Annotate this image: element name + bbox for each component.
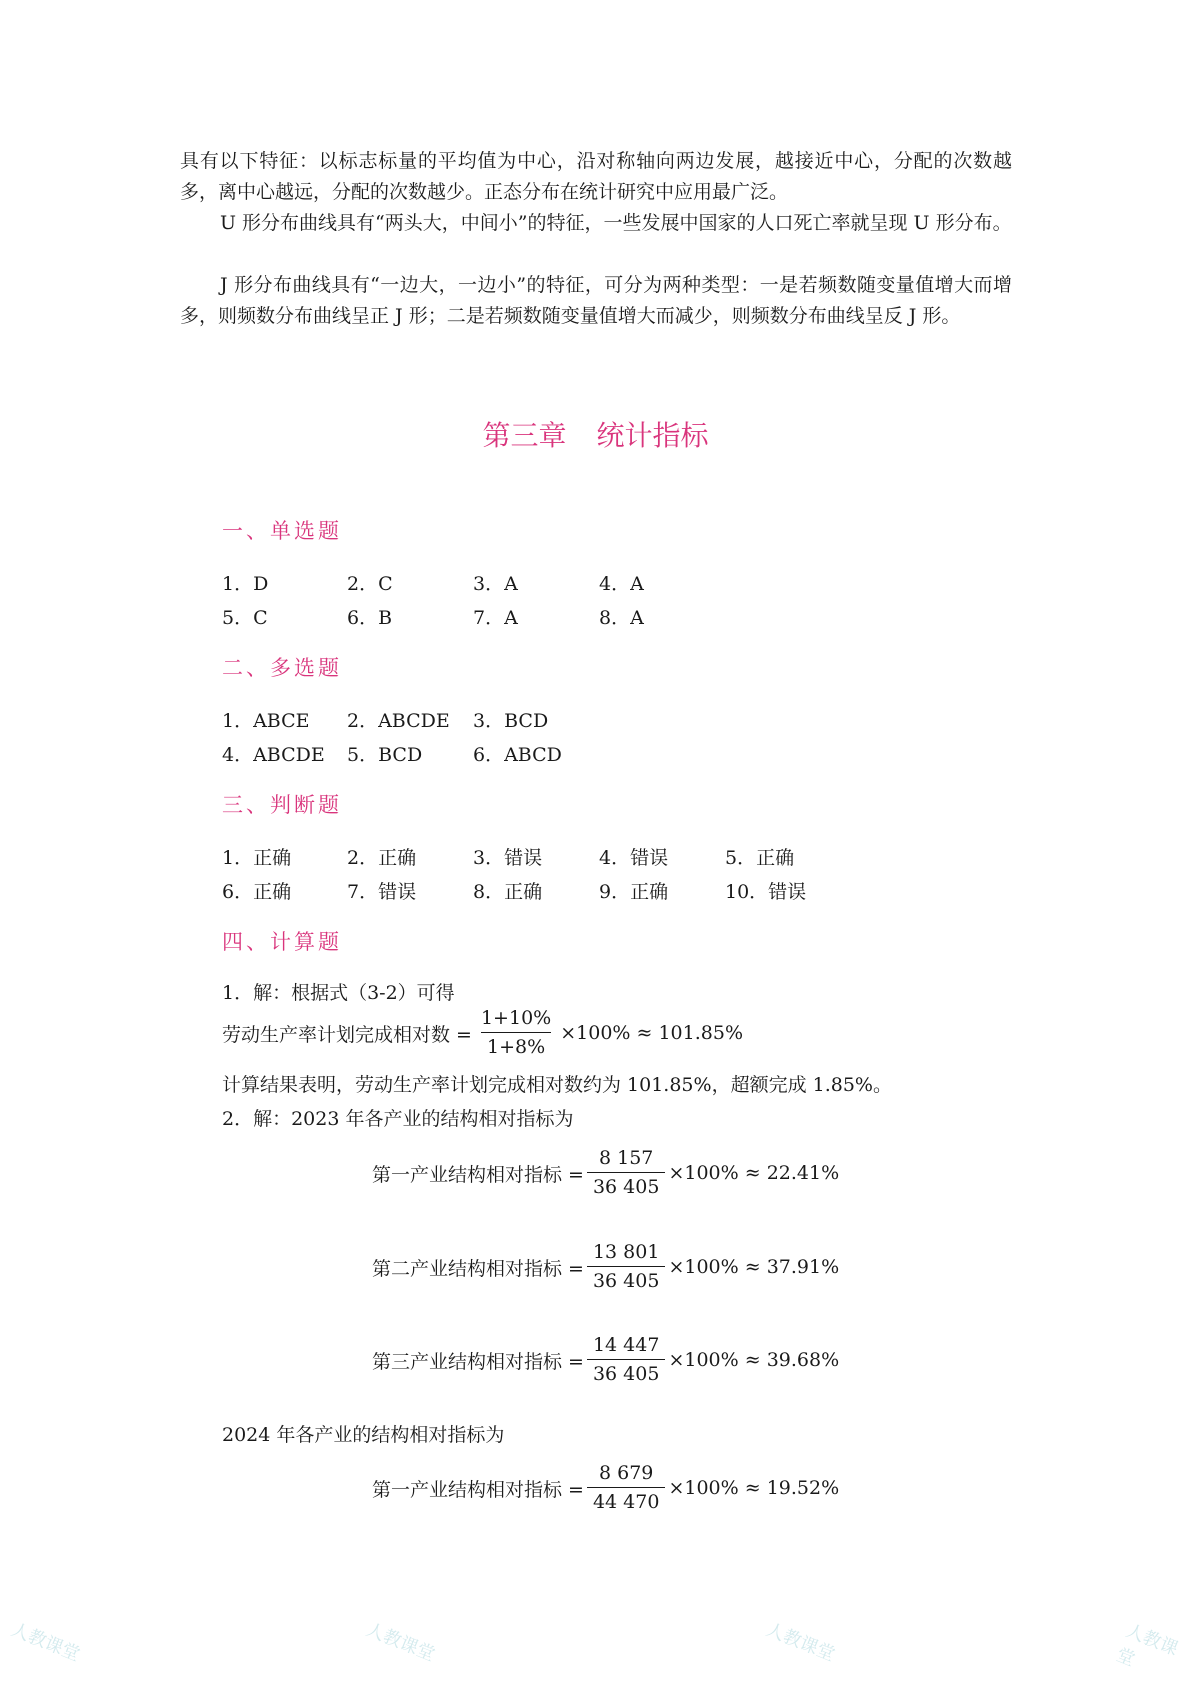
answer-item: 5．正确	[725, 847, 795, 869]
chapter-title	[0, 414, 1191, 454]
answer-item: 10．错误	[725, 881, 807, 903]
answer-item: 2．ABCDE	[347, 710, 450, 732]
formula-2023-primary	[372, 1149, 839, 1197]
answer-item: 1．D	[222, 573, 269, 595]
answer-item: 5．C	[222, 607, 268, 629]
answer-item: 1．正确	[222, 847, 292, 869]
question-2-intro: 2．解：2023 年各产业的结构相对指标为	[222, 1108, 574, 1130]
answer-item: 2．C	[347, 573, 393, 595]
chapter-name: 统计指标	[596, 419, 709, 452]
formula-label: 第一产业结构相对指标 =	[372, 1478, 584, 1501]
fraction-numerator: 1+10%	[480, 1007, 552, 1029]
formula-result: ×100% ≈ 37.91%	[668, 1256, 840, 1278]
formula-labor-productivity	[222, 1009, 743, 1057]
paragraph-j-distribution: J 形分布曲线具有“一边大，一边小”的特征，可分为两种类型：一是若频数随变量值增大而增多，则频数分布曲线呈正 J 形；二是若频数随变量值增大而减少，则频数分布曲线呈反 J 形。	[180, 274, 1012, 327]
answer-item: 3．A	[473, 573, 518, 595]
formula-2024-primary	[372, 1464, 839, 1512]
answer-item: 6．正确	[222, 881, 292, 903]
answer-item: 6．ABCD	[473, 744, 562, 766]
section-heading-true-false: 三、判断题	[222, 793, 342, 817]
answer-item: 8．A	[599, 607, 644, 629]
intro-2024: 2024 年各产业的结构相对指标为	[222, 1424, 505, 1446]
answer-item: 7．错误	[347, 881, 417, 903]
fraction-numerator: 13 801	[592, 1241, 660, 1263]
answer-item: 9．正确	[599, 881, 669, 903]
fraction-numerator: 14 447	[592, 1334, 660, 1356]
formula-result: ×100% ≈ 19.52%	[668, 1477, 840, 1499]
fraction-denominator: 1+8%	[481, 1032, 551, 1057]
formula-label: 第三产业结构相对指标 =	[372, 1350, 584, 1373]
section-heading-calculation: 四、计算题	[222, 930, 342, 954]
answer-item: 8．正确	[473, 881, 543, 903]
question-1-intro: 1．解：根据式（3-2）可得	[222, 982, 455, 1004]
answer-item: 4．A	[599, 573, 644, 595]
answer-item: 7．A	[473, 607, 518, 629]
fraction	[587, 1336, 665, 1384]
section-heading-single-choice: 一、单选题	[222, 519, 342, 543]
answer-item: 4．错误	[599, 847, 669, 869]
formula-label: 第一产业结构相对指标 =	[372, 1163, 584, 1186]
formula-result: ×100% ≈ 22.41%	[668, 1162, 840, 1184]
watermark: 人教课堂	[8, 1619, 83, 1666]
watermark: 人教课堂	[1113, 1620, 1181, 1671]
fraction	[587, 1464, 665, 1512]
fraction-denominator: 44 470	[587, 1487, 665, 1512]
paragraph-u-distribution: U 形分布曲线具有“两头大，中间小”的特征，一些发展中国家的人口死亡率就呈现 U 形分布。	[220, 212, 1012, 234]
formula-2023-tertiary	[372, 1336, 839, 1384]
fraction	[587, 1149, 665, 1197]
fraction-numerator: 8 679	[599, 1462, 654, 1484]
answer-item: 5．BCD	[347, 744, 423, 766]
formula-2023-secondary	[372, 1243, 839, 1291]
watermark: 人教课堂	[763, 1619, 838, 1666]
formula-label: 第二产业结构相对指标 =	[372, 1257, 584, 1280]
answer-item: 1．ABCE	[222, 710, 310, 732]
fraction	[475, 1009, 557, 1057]
fraction-denominator: 36 405	[587, 1172, 665, 1197]
question-1-conclusion: 计算结果表明，劳动生产率计划完成相对数约为 101.85%，超额完成 1.85%。	[222, 1074, 892, 1096]
formula-result: ×100% ≈ 101.85%	[560, 1022, 743, 1044]
fraction-numerator: 8 157	[599, 1147, 654, 1169]
fraction-denominator: 36 405	[587, 1359, 665, 1384]
chapter-number: 第三章	[482, 419, 567, 452]
answer-item: 3．BCD	[473, 710, 549, 732]
answer-item: 3．错误	[473, 847, 543, 869]
answer-item: 6．B	[347, 607, 393, 629]
fraction	[587, 1243, 665, 1291]
formula-label: 劳动生产率计划完成相对数 =	[222, 1023, 472, 1046]
formula-result: ×100% ≈ 39.68%	[668, 1349, 840, 1371]
answer-item: 2．正确	[347, 847, 417, 869]
watermark: 人教课堂	[363, 1619, 438, 1666]
answer-item: 4．ABCDE	[222, 744, 325, 766]
paragraph-normal-distribution: 具有以下特征：以标志标量的平均值为中心，沿对称轴向两边发展，越接近中心，分配的次数越多，离中心越远，分配的次数越少。正态分布在统计研究中应用最广泛。	[180, 150, 1012, 203]
section-heading-multi-choice: 二、多选题	[222, 656, 342, 680]
fraction-denominator: 36 405	[587, 1266, 665, 1291]
